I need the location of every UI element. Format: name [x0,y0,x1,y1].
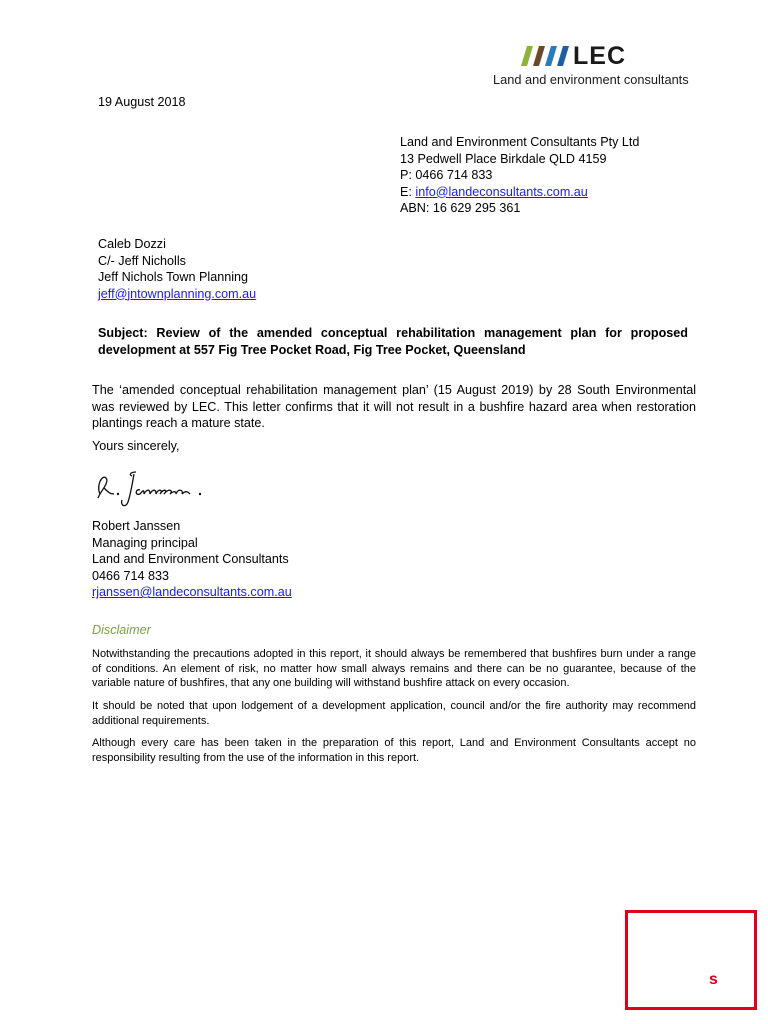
logo-wordmark: LEC [573,42,626,70]
signer-block [92,518,292,601]
red-stamp-box [625,910,757,1010]
recipient-company: Jeff Nichols Town Planning [98,270,249,284]
disclaimer-heading: Disclaimer [92,623,151,637]
disclaimer-paragraph-2: It should be noted that upon lodgement of a development application, council and/or the fire authority may recommend additional requirements. [92,700,696,727]
letter-subject: Subject: Review of the amended conceptual rehabilitation management plan for proposed development at 557 Fig Tree Pocket Road, Fig Tree Pocket, Queensland [98,326,688,357]
handwritten-signature [92,464,232,517]
recipient-email-link[interactable]: jeff@jntownplanning.com.au [98,286,257,301]
recipient-care-of: C/- Jeff Nicholls [98,253,186,268]
disclaimer-paragraph-3: Although every care has been taken in the preparation of this report, Land and Environment Consultants accept no responsibility resulting from the use of the information in this report. [92,737,696,764]
logo-stripes-icon [521,46,571,66]
signer-phone: 0466 714 833 [92,568,170,583]
logo-tagline: Land and environment consultants [493,72,689,87]
sender-email-prefix: E: [400,184,416,199]
sender-address: 13 Pedwell Place Birkdale QLD 4159 [400,151,607,166]
recipient-name: Caleb Dozzi [98,237,166,251]
sender-email-line [400,184,639,201]
company-logo [493,44,703,90]
sender-abn: ABN: 16 629 295 361 [400,201,521,215]
signer-email-link[interactable]: rjanssen@landeconsultants.com.au [92,585,292,599]
disclaimer-paragraph-1: Notwithstanding the precautions adopted in this report, it should always be remembered that bushfires burn under a range of conditions. An element of risk, no matter how small always remains and there can be no guarantee, because of the variable nature of bushfires, that any one building will withstand bushfire attack on every occasion. [92,648,696,690]
stamp-letter: s [709,971,718,988]
letter-date: 19 August 2018 [98,95,186,109]
sender-phone: P: 0466 714 833 [400,168,493,182]
letter-body: The ‘amended conceptual rehabilitation management plan’ (15 August 2019) by 28 South Environmental was reviewed by LEC. This letter confirms that it will not result in a bushfire hazard area when restoration plantings reach a mature state. [92,383,696,430]
letter-closing: Yours sincerely, [92,439,180,453]
recipient-address-block [98,236,256,302]
signature-scribble-icon [92,464,232,512]
sender-address-block [400,134,639,217]
sender-email-link[interactable]: info@landeconsultants.com.au [415,184,588,199]
signer-company: Land and Environment Consultants [92,552,289,566]
signer-title: Managing principal [92,535,198,550]
sender-company: Land and Environment Consultants Pty Ltd [400,135,640,149]
signer-name: Robert Janssen [92,519,181,533]
